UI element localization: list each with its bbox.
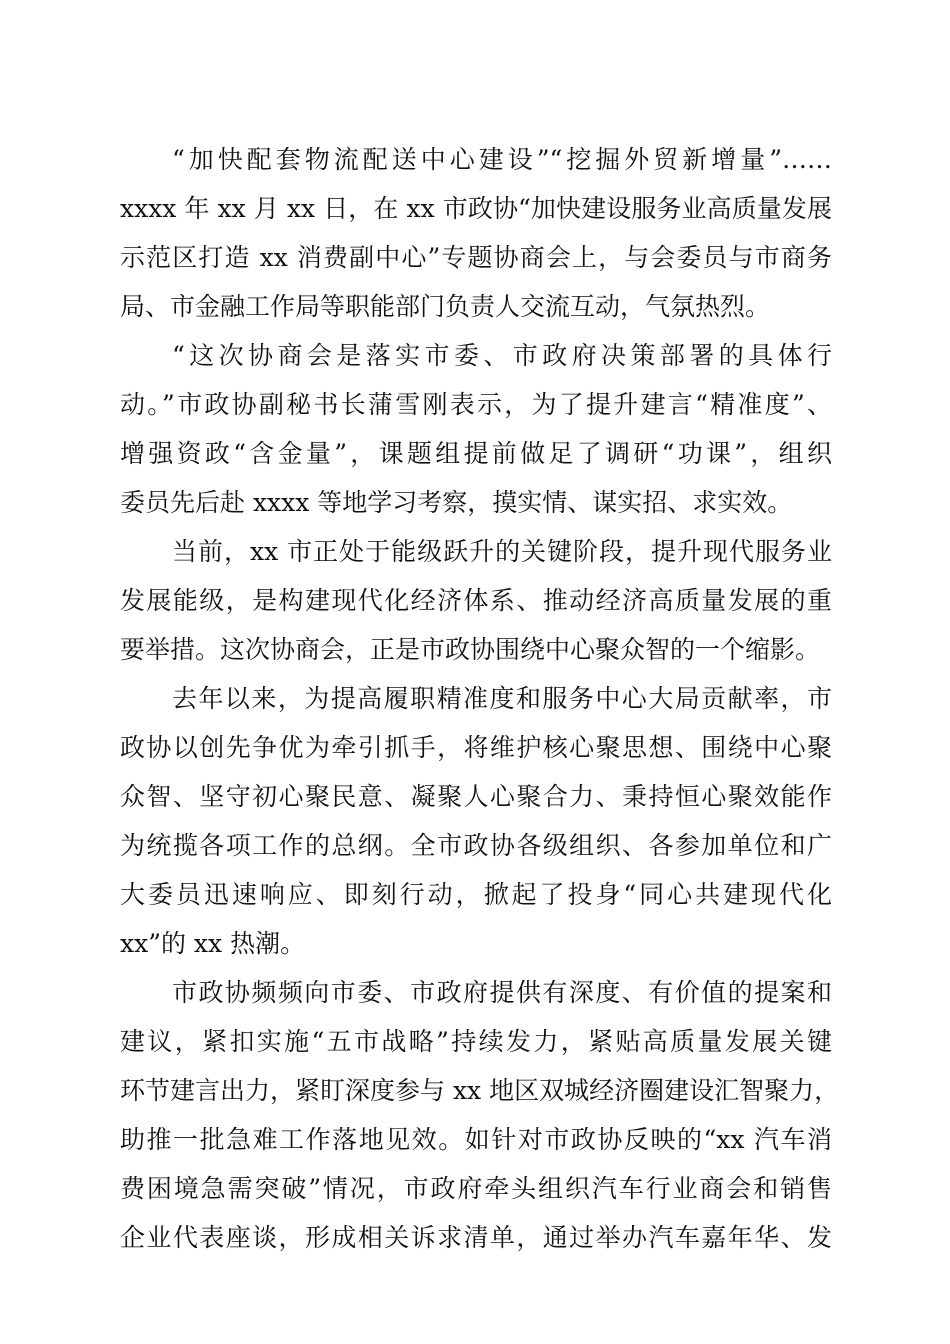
paragraph-5-line-5: 费困境急需突破”情况，市政府牵头组织汽车行业商会和销售 <box>120 1174 832 1203</box>
paragraph-2-line-1: “这次协商会是落实市委、市政府决策部署的具体行 <box>172 341 832 370</box>
paragraph-4-line-4: 为统揽各项工作的总纲。全市政协各级组织、各参加单位和广 <box>120 831 832 860</box>
paragraph-5-line-4: 助推一批急难工作落地见效。如针对市政协反映的“xx 汽车消 <box>120 1125 832 1154</box>
paragraph-5-line-1: 市政协频频向市委、市政府提供有深度、有价值的提案和 <box>172 978 832 1007</box>
paragraph-1-line-1: “加快配套物流配送中心建设”“挖掘外贸新增量”…… <box>172 145 832 174</box>
paragraph-4-line-1: 去年以来，为提高履职精准度和服务中心大局贡献率，市 <box>172 684 832 713</box>
paragraph-3-line-1: 当前，xx 市正处于能级跃升的关键阶段，提升现代服务业 <box>172 537 832 566</box>
paragraph-2-line-3: 增强资政“含金量”，课题组提前做足了调研“功课”，组织 <box>120 439 832 468</box>
paragraph-4-line-5: 大委员迅速响应、即刻行动，掀起了投身“同心共建现代化 <box>120 880 832 909</box>
paragraph-4-line-3: 众智、坚守初心聚民意、凝聚人心聚合力、秉持恒心聚效能作 <box>120 782 832 811</box>
paragraph-5-line-3: 环节建言出力，紧盯深度参与 xx 地区双城经济圈建设汇智聚力， <box>120 1076 840 1105</box>
paragraph-1-line-2: xxxx 年 xx 月 xx 日，在 xx 市政协“加快建设服务业高质量发展 <box>120 194 832 223</box>
paragraph-5-line-2: 建议，紧扣实施“五市战略”持续发力，紧贴高质量发展关键 <box>120 1027 832 1056</box>
paragraph-4-line-2: 政协以创先争优为牵引抓手，将维护核心聚思想、围绕中心聚 <box>120 733 832 762</box>
paragraph-3-line-2: 发展能级，是构建现代化经济体系、推动经济高质量发展的重 <box>120 586 832 615</box>
paragraph-5-line-6: 企业代表座谈，形成相关诉求清单，通过举办汽车嘉年华、发 <box>120 1223 832 1252</box>
paragraph-4-line-6: xx”的 xx 热潮。 <box>120 929 306 958</box>
paragraph-1-line-4: 局、市金融工作局等职能部门负责人交流互动，气氛热烈。 <box>120 292 771 321</box>
paragraph-1-line-3: 示范区打造 xx 消费副中心”专题协商会上，与会委员与市商务 <box>120 243 832 272</box>
paragraph-2-line-4: 委员先后赴 xxxx 等地学习考察，摸实情、谋实招、求实效。 <box>120 488 793 517</box>
paragraph-3-line-3: 要举措。这次协商会，正是市政协围绕中心聚众智的一个缩影。 <box>120 635 821 664</box>
paragraph-2-line-2: 动。”市政协副秘书长蒲雪刚表示，为了提升建言“精准度”、 <box>120 390 832 419</box>
